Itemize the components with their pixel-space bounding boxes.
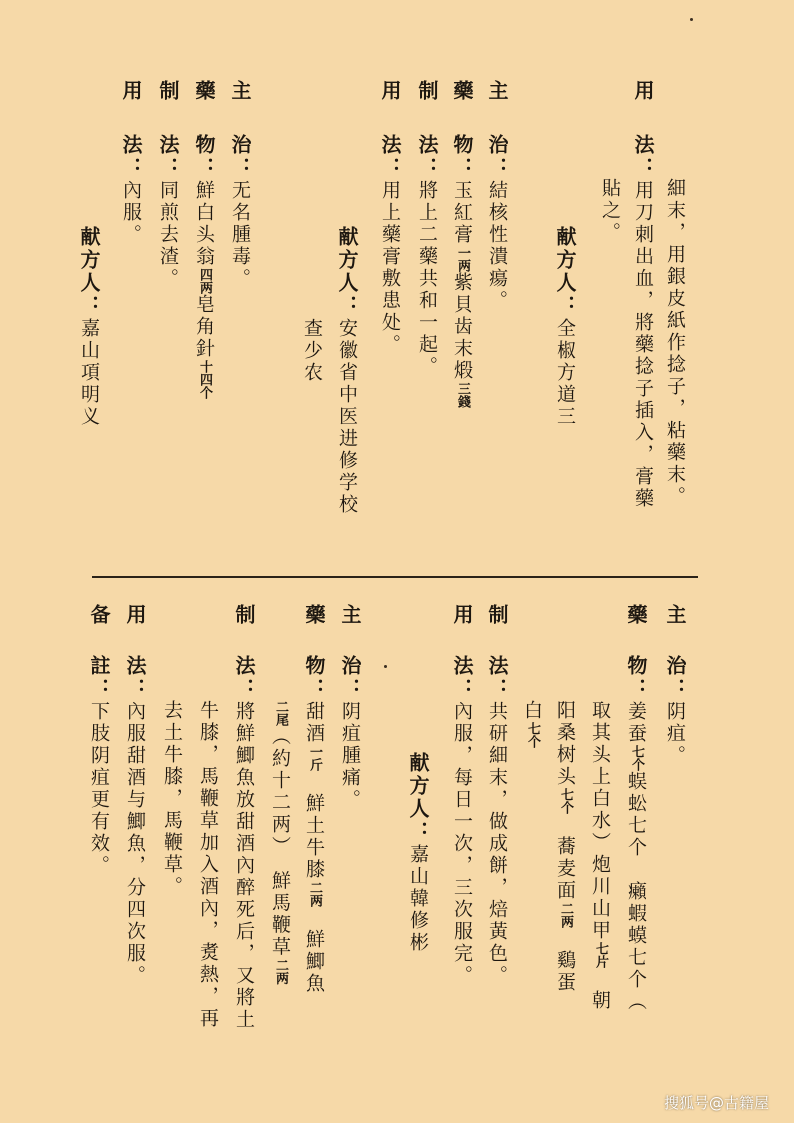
field-text: 鮮鯽魚 — [303, 907, 325, 995]
field-text: 內服。 — [120, 180, 142, 246]
field-text: 姜蚕 — [625, 701, 647, 745]
text-column — [89, 655, 109, 877]
text-column — [234, 604, 254, 627]
field-label: 主 — [228, 80, 252, 103]
text-column — [125, 604, 145, 627]
field-text: 蕎麦面 — [554, 814, 576, 902]
field-text: 取其头上白水）炮川山甲 — [589, 700, 611, 942]
dosage-note: 一斤 — [307, 745, 322, 771]
field-label: 献方人： — [553, 226, 577, 318]
field-label: 用 — [378, 80, 402, 103]
field-text: 甜酒 — [303, 701, 325, 745]
field-label: 用 — [119, 80, 143, 103]
field-label: 制 — [156, 80, 180, 103]
text-column — [89, 604, 109, 627]
text-column — [270, 700, 289, 985]
field-label: 法： — [631, 134, 655, 180]
text-column — [452, 655, 472, 987]
text-column — [125, 655, 145, 987]
field-text: 嘉山韓修彬 — [407, 844, 429, 954]
field-text: 嘉山項明义 — [78, 318, 100, 428]
field-text: 鮮土牛膝 — [303, 771, 325, 881]
field-text: 內服甜酒与鯽魚，分四次服。 — [124, 701, 146, 987]
field-text: 鮮白头翁 — [193, 180, 215, 268]
field-text: 玉紅膏 — [451, 180, 473, 246]
field-label: 备 — [87, 604, 111, 627]
text-column — [487, 80, 507, 103]
field-label: 献方人： — [335, 226, 359, 318]
field-label: 用 — [450, 604, 474, 627]
field-label: 治： — [228, 134, 252, 180]
text-column — [340, 655, 360, 811]
dosage-note: 二两 — [307, 881, 322, 907]
dosage-note: 七个 — [558, 788, 573, 814]
field-text: 用刀刺出血，將藥捻子插入，膏藥 — [632, 180, 654, 510]
field-label: 制 — [415, 80, 439, 103]
field-label: 治： — [338, 655, 362, 701]
field-text: 安徽省中医进修学校 — [336, 318, 358, 516]
field-label: 主 — [663, 604, 687, 627]
text-column — [590, 700, 609, 1012]
field-text: 牛膝，馬鞭草加入酒內，煑熱，再 — [197, 700, 219, 1030]
text-column — [555, 226, 575, 428]
text-column — [158, 80, 178, 103]
field-text: 朝 — [589, 968, 611, 1012]
field-text: 同煎去渣。 — [157, 180, 179, 290]
field-text: 阴疽腫痛。 — [339, 701, 361, 811]
text-column — [79, 226, 99, 428]
field-label: 藥 — [302, 604, 326, 627]
dosage-note: 四两 — [197, 268, 212, 294]
text-column — [633, 80, 653, 103]
text-column — [633, 134, 653, 510]
field-label: 治： — [663, 655, 687, 701]
dosage-note: 三錢 — [455, 382, 470, 408]
text-column — [555, 700, 574, 994]
field-label: 法： — [156, 134, 180, 180]
field-label: 註： — [87, 655, 111, 701]
text-column — [230, 80, 250, 103]
text-column — [198, 700, 217, 1030]
field-label: 制 — [485, 604, 509, 627]
text-column — [487, 134, 507, 312]
field-label: 法： — [485, 655, 509, 701]
text-column — [380, 134, 400, 356]
text-column — [194, 80, 214, 103]
field-label: 法： — [119, 134, 143, 180]
field-text: 鷄蛋 — [554, 928, 576, 994]
text-column — [158, 134, 178, 290]
text-column — [452, 604, 472, 627]
field-label: 法： — [415, 134, 439, 180]
text-column — [487, 655, 507, 987]
text-column — [121, 134, 141, 246]
field-text: 下肢阴疽更有效。 — [88, 701, 110, 877]
field-label: 藥 — [624, 604, 648, 627]
field-label: 主 — [338, 604, 362, 627]
text-column — [302, 318, 321, 384]
text-column — [121, 80, 141, 103]
field-label: 物： — [192, 134, 216, 180]
text-column — [487, 604, 507, 627]
field-text: 全椒方道三 — [554, 318, 576, 428]
field-label: 物： — [624, 655, 648, 701]
text-column — [194, 134, 214, 399]
field-label: 献方人： — [406, 752, 430, 844]
dosage-note: 七个 — [525, 722, 540, 748]
field-text: 查少农 — [301, 318, 323, 384]
field-label: 物： — [450, 134, 474, 180]
text-column — [340, 604, 360, 627]
print-speck — [690, 18, 693, 21]
field-text: 去土牛膝，馬鞭草。 — [161, 700, 183, 898]
field-label: 献方人： — [77, 226, 101, 318]
dosage-note: 二尾 — [273, 700, 288, 726]
field-label: 物： — [302, 655, 326, 701]
field-text: 將鮮鯽魚放甜酒內醉死后，又將土 — [233, 701, 255, 1031]
field-text: 皂角針 — [193, 294, 215, 360]
field-label: 主 — [485, 80, 509, 103]
field-label: 治： — [485, 134, 509, 180]
field-text: 內服，每日一次，三次服完。 — [451, 701, 473, 987]
field-text: 貼之。 — [599, 178, 621, 244]
field-label: 法： — [123, 655, 147, 701]
field-label: 藥 — [192, 80, 216, 103]
field-text: 用上藥膏敷患处。 — [379, 180, 401, 356]
field-label: 藥 — [450, 80, 474, 103]
field-text: 結核性潰瘍。 — [486, 180, 508, 312]
text-column — [417, 80, 437, 103]
section-divider — [92, 576, 698, 578]
field-text: 紫貝齿末煅 — [451, 272, 473, 382]
watermark: 搜狐号@古籍屋 — [664, 1094, 770, 1112]
text-column — [665, 655, 685, 767]
field-text: 无名腫毒。 — [229, 180, 251, 290]
text-column — [304, 655, 324, 995]
dosage-note: 二两 — [273, 958, 288, 985]
text-column — [626, 604, 646, 627]
field-label: 法： — [232, 655, 256, 701]
text-column — [522, 700, 541, 748]
text-column — [234, 655, 254, 1031]
text-column — [337, 226, 357, 516]
text-column — [665, 178, 684, 508]
field-text: （約十二两） 鮮馬鞭草 — [269, 726, 291, 959]
text-column — [600, 178, 619, 244]
field-label: 制 — [232, 604, 256, 627]
field-label: 用 — [631, 80, 655, 103]
text-column — [417, 134, 437, 378]
text-column — [452, 134, 472, 408]
field-label: 法： — [378, 134, 402, 180]
dosage-note: 七片 — [593, 942, 608, 968]
field-text: 共研細末，做成餅，焙黃色。 — [486, 701, 508, 987]
text-column — [452, 80, 472, 103]
field-text: 細末，用銀皮紙作捻子，粘藥末。 — [664, 178, 686, 508]
dosage-note: 一两 — [455, 246, 470, 272]
print-speck — [384, 665, 387, 668]
text-column — [230, 134, 250, 290]
dosage-note: 十四个 — [197, 360, 212, 399]
text-column — [380, 80, 400, 103]
field-text: 阳桑树头 — [554, 700, 576, 788]
text-column — [626, 655, 646, 1013]
text-column — [162, 700, 181, 898]
dosage-note: 七个 — [629, 745, 644, 771]
field-text: 阴疽。 — [664, 701, 686, 767]
text-column — [304, 604, 324, 627]
field-text: 白 — [521, 700, 543, 722]
text-column — [665, 604, 685, 627]
field-label: 法： — [450, 655, 474, 701]
field-text: 蜈蚣七个 癩蝦蟆七个（ — [625, 771, 647, 1013]
dosage-note: 二两 — [558, 902, 573, 928]
field-text: 將上二藥共和一起。 — [416, 180, 438, 378]
field-label: 用 — [123, 604, 147, 627]
text-column — [408, 752, 428, 954]
